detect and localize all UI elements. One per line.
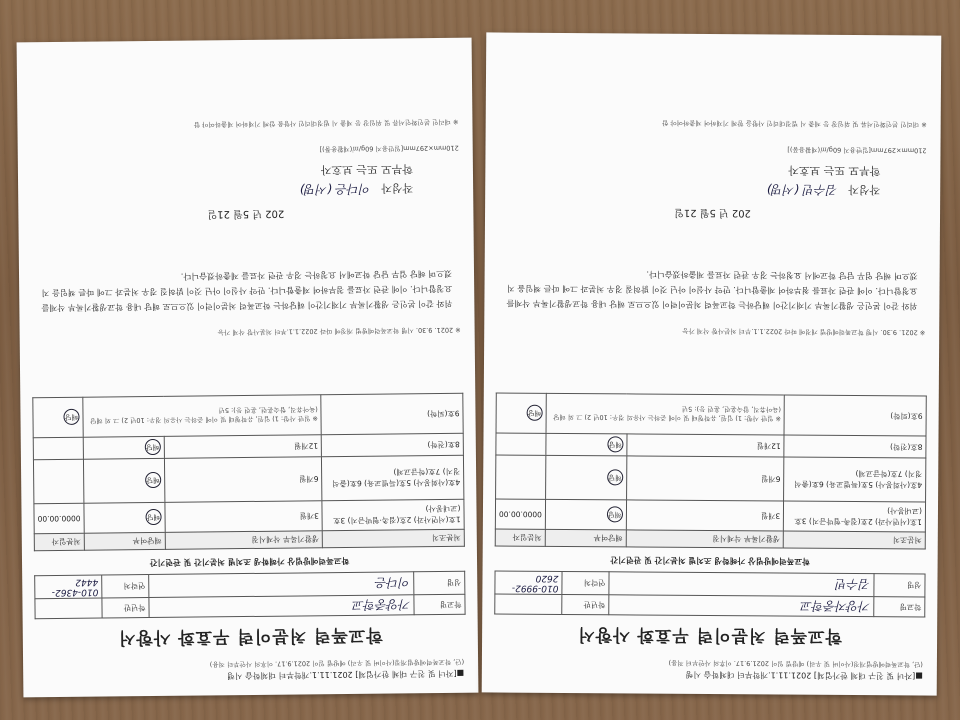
page-size-note: 210mm×297mm[일반용지 60g/㎡(재활용품)] xyxy=(319,143,459,154)
measure-row1: 1호(서면사과) 2호(접촉·협박금지) 3호(교내봉사) xyxy=(784,501,926,532)
grade-label: 학년반 xyxy=(562,594,609,614)
school-label: 학교명 xyxy=(414,594,465,615)
date-row1: 0000.00.00 xyxy=(495,499,545,529)
header-line2: (단, 학교폭력예방법개정(사이버 및 우리) 예방법 일이 2021.9.17. 이후의 사안부터 적용) xyxy=(209,657,465,669)
col-check: 해당여부 xyxy=(545,529,626,547)
period-row2: 6개월 xyxy=(626,456,784,501)
student-info-table xyxy=(494,570,925,617)
section-title: 학교폭력예방법상 가해학생 조치별 처분기간 및 관련기간 xyxy=(610,555,810,566)
period-row3: 12개월 xyxy=(164,435,322,459)
col-measure: 처분조치 xyxy=(784,531,926,549)
col-measure: 처분조치 xyxy=(323,529,465,547)
measure-table xyxy=(32,393,465,552)
check-mark: 해당 xyxy=(607,507,623,523)
check-mark: 해당 xyxy=(145,509,161,525)
col-check: 해당여부 xyxy=(84,532,165,550)
phone-handwritten: 010-9992-2620 xyxy=(495,571,562,594)
footnote: ※ 대리인 본인확인서류 및 위임장 등 제출 시 법정대리인 사항을 함께 기재하여 제출하여야 함 xyxy=(662,118,927,129)
sign-role: 작성자 xyxy=(848,182,881,197)
period-row1: 3개월 xyxy=(165,501,323,533)
footnote: ※ 대리인 본인확인서류 및 위임장 등 제출 시 법정대리인 사항을 함께 기재하여 제출하여야 함 xyxy=(193,117,459,129)
name-handwritten: 김수빈 xyxy=(609,572,874,597)
measure-row2: 4호(사회봉사) 5호(특별교육) 6호(출석정지) 7호(학급교체) xyxy=(322,455,464,500)
sign-relation: 학부모 또는 보호자 xyxy=(320,162,413,177)
school-label: 학교명 xyxy=(874,597,925,617)
sign-role: 작성자 xyxy=(381,181,414,195)
col-period: 생활기록부 삭제시점 xyxy=(626,530,784,548)
date-text: 202 년 5월 21일 xyxy=(207,207,285,220)
row4-note: ※ 일반 사항: 1) 입원, 유학형태 및 이에 준하는 사유의 경우: 10년 2) 그 외 해당(육아휴직, 합숙훈련, 훈련 등): 5년 xyxy=(546,393,785,435)
phone-handwritten: 010-4362-4442 xyxy=(35,575,102,599)
header-line2: (단, 학교폭력예방법개정(사이버 및 우리) 예방법 일이 2021.9.17. 이후의 사안부터 적용) xyxy=(668,658,923,669)
header-line: ■[자녀 및 친구 대체 한가업체] 2021.11.1.개학부터 대체학습 시행 xyxy=(227,668,465,681)
name-handwritten: 이다은 xyxy=(149,572,414,598)
section-title: 학교폭력예방법상 가해학생 조치별 처분기간 및 관련기간 xyxy=(149,555,350,568)
period-row2: 6개월 xyxy=(164,457,322,503)
name-label: 성명 xyxy=(414,571,465,595)
legal-note: ※ 2021. 9.30. 시행 학교폭력예방법 개정에 따라 2022.1.1.부터 처분사항 삭제 가능 xyxy=(217,325,461,337)
legal-note: ※ 2021. 9.30. 시행 학교폭력예방법 개정에 따라 2022.1.1.부터 처분사항 삭제 가능 xyxy=(682,326,926,337)
col-date: 처분일자 xyxy=(34,533,84,551)
measure-row4: 9호(퇴학) xyxy=(784,395,926,436)
request-paragraph: 위와 같이 본인은 생활기록부 기재기간이 해당하는 학교폭력 처분이력이 있으므로 해당 내용 학교생활기록부 삭제를 요청합니다. 이에 관련 자료를 첨부하여 제출합니다. 만약 사실이 아닌 것이 밝혀질 경우 처분과 그에 따른 책임을 지겠으며 해당 업무 담당 학교에서 요청하는 경우 관련 자료를 제출하겠습니다. xyxy=(506,269,918,312)
upside-down-content-right xyxy=(482,32,942,695)
document-sheet-left xyxy=(17,38,479,698)
name-label: 성명 xyxy=(874,574,925,597)
document-sheet-right xyxy=(482,32,942,695)
check-mark: 해당 xyxy=(63,409,79,425)
measure-row2: 4호(사회봉사) 5호(특별교육) 6호(출석정지) 7호(학급교체) xyxy=(784,457,926,502)
grade-label: 학년반 xyxy=(102,598,149,618)
upside-down-content-left xyxy=(17,38,479,698)
check-mark: 해당 xyxy=(145,439,161,455)
header-line: ■[자녀 및 친구 대체 한가업체] 2021.11.1.개학부터 대체학습 시행 xyxy=(685,669,923,681)
row4-note: ※ 일반 사항: 1) 입원, 유학형태 및 이에 준하는 사유의 경우: 10년 2) 그 외 해당(육아휴직, 합숙훈련, 훈련 등): 5년 xyxy=(83,395,322,437)
period-row1: 3개월 xyxy=(626,500,784,531)
student-info-table xyxy=(34,571,465,620)
measure-row1: 1호(서면사과) 2호(접촉·협박금지) 3호(교내봉사) xyxy=(322,499,464,530)
measure-row3: 8호(전학) xyxy=(784,435,926,458)
measure-row4: 9호(퇴학) xyxy=(321,393,463,434)
measure-table xyxy=(495,392,927,549)
check-mark: 해당 xyxy=(527,405,543,421)
check-mark: 해당 xyxy=(145,472,161,488)
measure-row3: 8호(전학) xyxy=(322,433,464,456)
date-text: 202 년 5월 21일 xyxy=(674,206,751,219)
period-row3: 12개월 xyxy=(627,434,785,457)
sign-handwritten: 이다은 (서명) xyxy=(299,181,371,197)
phone-label: 연락처 xyxy=(102,575,149,598)
school-handwritten: 가양중학교 xyxy=(149,595,414,618)
col-date: 처분일자 xyxy=(495,529,545,546)
document-title: 학교폭력 처분이력 무효화 사항서 xyxy=(577,624,843,646)
sign-handwritten: 김수빈 (서명) xyxy=(766,182,838,197)
page-size-note: 210mm×297mm[일반용지 60g/㎡(재활용품)] xyxy=(787,145,927,155)
date-row1: 0000.00.00 xyxy=(34,503,84,534)
check-mark: 해당 xyxy=(607,470,623,486)
document-title: 학교폭력 처분이력 무효화 사항서 xyxy=(117,624,383,648)
school-handwritten: 가양자중학교 xyxy=(609,595,874,617)
col-period: 생활기록부 삭제시점 xyxy=(165,531,323,550)
check-mark: 해당 xyxy=(607,437,623,453)
sign-relation: 학부모 또는 보호자 xyxy=(788,163,881,178)
request-paragraph: 위와 같이 본인은 생활기록부 기재기간이 해당하는 학교폭력 처분이력이 있으므로 해당 내용 학교생활기록부 삭제를 요청합니다. 이에 관련 자료를 첨부하여 제출합니다. 만약 사실이 아닌 것이 밝혀질 경우 처분과 그에 따른 책임을 지겠으며 해당 업무 담당 학교에서 요청하는 경우 관련 자료를 제출하겠습니다. xyxy=(41,268,453,314)
phone-label: 연락처 xyxy=(562,571,609,594)
